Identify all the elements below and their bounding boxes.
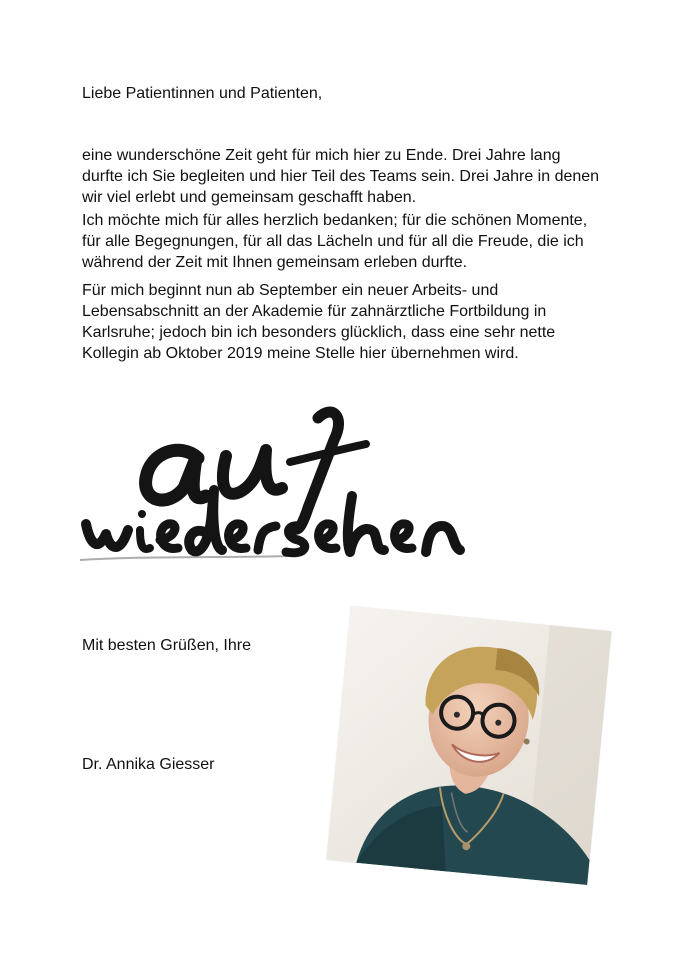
paragraph: Für mich beginnt nun ab September ein neuer Arbeits- und Lebensabschnitt an der Akademie für zahnärztliche Fortbildung in Karlsruhe; jedoch bin ich besonders glücklich, dass eine sehr nette Kollegin ab Oktober 2019 meine Stelle hier übernehmen wird.: [82, 282, 556, 362]
closing-line: Mit besten Grüßen, Ihre: [82, 637, 251, 654]
paragraph: Ich möchte mich für alles herzlich bedanken; für die schönen Momente, für alle Begegnungen, für all das Lächeln und für all die Freude, die ich während der Zeit mit Ihnen gemeinsam erleben durfte.: [82, 212, 588, 271]
portrait-photo: [326, 606, 611, 885]
greeting: Liebe Patientinnen und Patienten,: [82, 85, 323, 102]
auf-wiedersehen-lettering: [80, 400, 480, 572]
paragraph: eine wunderschöne Zeit geht für mich hier zu Ende. Drei Jahre lang durfte ich Sie begleiten und hier Teil des Teams sein. Drei Jahre in denen wir viel erlebt und gemeinsam geschafft haben.: [82, 147, 600, 206]
signature-name: Dr. Annika Giesser: [82, 756, 215, 773]
